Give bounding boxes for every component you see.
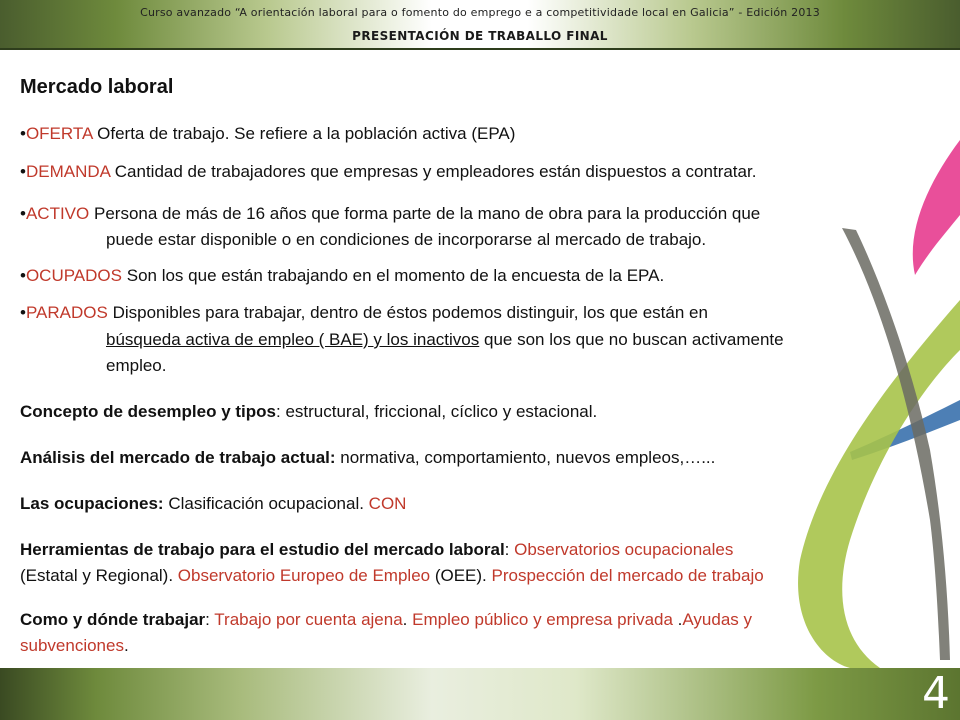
como-label: Como y dónde trabajar bbox=[20, 610, 206, 629]
green-swoosh bbox=[798, 300, 960, 668]
pink-swoosh bbox=[913, 140, 960, 275]
presentation-title: PRESENTACIÓN DE TRABALLO FINAL bbox=[352, 29, 608, 43]
subvenciones-link[interactable]: subvenciones bbox=[20, 636, 124, 655]
cuenta-ajena-link[interactable]: Trabajo por cuenta ajena bbox=[214, 610, 403, 629]
analisis-label: Análisis del mercado de trabajo actual: bbox=[20, 448, 336, 467]
ocupaciones-text: Clasificación ocupacional. bbox=[163, 494, 369, 513]
bullet-char: • bbox=[20, 266, 26, 285]
prospeccion-link[interactable]: Prospección del mercado de trabajo bbox=[491, 566, 764, 585]
underlined-phrase: búsqueda activa de empleo ( BAE) y los inactivos bbox=[106, 330, 480, 349]
concepto-label: Concepto de desempleo y tipos bbox=[20, 402, 276, 421]
herramientas-sep: : bbox=[504, 540, 515, 559]
bullet-demanda bbox=[20, 162, 756, 182]
term-oferta: OFERTA bbox=[25, 124, 93, 143]
herramientas-line bbox=[20, 540, 733, 560]
como-line-2 bbox=[20, 636, 129, 656]
herramientas-text1: (Estatal y Regional). bbox=[20, 566, 178, 585]
herramientas-text2: (OEE). bbox=[430, 566, 492, 585]
analisis-text: normativa, comportamiento, nuevos empleos,…... bbox=[335, 448, 716, 467]
con-link[interactable]: CON bbox=[368, 494, 407, 513]
oee-link[interactable]: Observatorio Europeo de Empleo bbox=[177, 566, 431, 585]
herramientas-label: Herramientas de trabajo para el estudio del mercado laboral bbox=[20, 540, 505, 559]
como-dot1: . bbox=[402, 610, 413, 629]
definition-activo: Persona de más de 16 años que forma parte de la mano de obra para la producción que bbox=[93, 204, 761, 223]
bullet-activo bbox=[20, 204, 760, 224]
definition-parados-cont bbox=[106, 330, 784, 350]
term-ocupados: OCUPADOS bbox=[25, 266, 122, 285]
empleo-publico-link[interactable]: Empleo público y empresa privada bbox=[412, 610, 673, 629]
footer-bar bbox=[0, 668, 960, 720]
como-sep: : bbox=[205, 610, 215, 629]
bullet-char: • bbox=[20, 162, 26, 181]
course-subtitle: Curso avanzado “A orientación laboral para o fomento do emprego e a competitividade local en Galicia” - Edición 2013 bbox=[140, 6, 820, 19]
definition-demanda: Cantidad de trabajadores que empresas y empleadores están dispuestos a contratar. bbox=[114, 162, 757, 181]
ocupaciones-label: Las ocupaciones: bbox=[20, 494, 164, 513]
ayudas-link[interactable]: Ayudas y bbox=[682, 610, 753, 629]
bullet-char: • bbox=[20, 124, 26, 143]
bullet-char: • bbox=[20, 204, 26, 223]
page-title: Mercado laboral bbox=[20, 76, 174, 98]
definition-parados: Disponibles para trabajar, dentro de éstos podemos distinguir, los que están en bbox=[112, 303, 708, 322]
definition-ocupados: Son los que están trabajando en el momento de la encuesta de la EPA. bbox=[126, 266, 665, 285]
concepto-text: : estructural, friccional, cíclico y estacional. bbox=[276, 402, 598, 421]
bullet-ocupados bbox=[20, 266, 664, 286]
como-dot2: . bbox=[672, 610, 683, 629]
observatorios-link[interactable]: Observatorios ocupacionales bbox=[514, 540, 734, 559]
herramientas-line-2 bbox=[20, 566, 764, 586]
analisis-line bbox=[20, 448, 715, 468]
concepto-line bbox=[20, 402, 597, 422]
bullet-char: • bbox=[20, 303, 26, 322]
bullet-parados bbox=[20, 303, 708, 323]
term-parados: PARADOS bbox=[25, 303, 108, 322]
term-activo: ACTIVO bbox=[25, 204, 90, 223]
como-end: . bbox=[123, 636, 129, 655]
bullet-oferta bbox=[20, 124, 515, 144]
definition-parados-rest: que son los que no buscan activamente bbox=[479, 330, 784, 349]
page-number: 4 bbox=[922, 668, 950, 719]
definition-activo-cont: puede estar disponible o en condiciones de incorporarse al mercado de trabajo. bbox=[106, 230, 707, 249]
definition-oferta: Oferta de trabajo. Se refiere a la población activa (EPA) bbox=[97, 124, 516, 143]
term-demanda: DEMANDA bbox=[25, 162, 111, 181]
ocupaciones-line bbox=[20, 494, 406, 514]
definition-parados-end: empleo. bbox=[106, 356, 167, 375]
como-line bbox=[20, 610, 752, 630]
